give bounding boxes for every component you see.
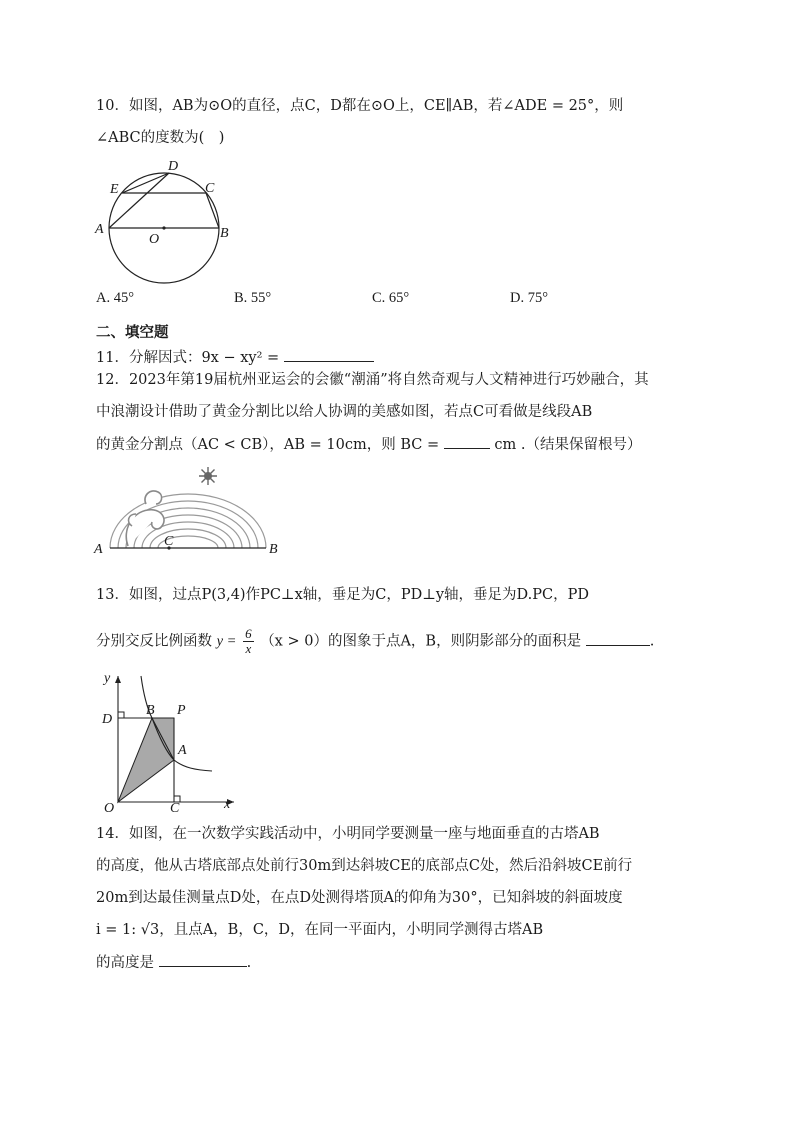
q13-line1: 13．如图，过点P(3,4)作PC⊥x轴，垂足为C，PD⊥y轴，垂足为D.PC，PD <box>96 587 589 603</box>
q13-label-O: O <box>104 801 115 814</box>
q10-label-B: B <box>220 226 229 241</box>
q13-coordinate-figure <box>96 668 246 814</box>
q10-label-A: A <box>95 222 104 237</box>
q13-frac-num: 6 <box>245 626 252 641</box>
q13-label-x: x <box>224 797 231 812</box>
q10-option-c: C. 65° <box>372 290 410 306</box>
q11-answer-blank[interactable] <box>284 347 374 362</box>
q11-text: 11．分解因式：9x − xy² = <box>96 350 280 366</box>
section-title: 二、填空题 <box>96 325 169 341</box>
q13-answer-blank[interactable] <box>586 631 650 646</box>
q12-answer-blank[interactable] <box>444 434 490 449</box>
q10-label-E: E <box>110 182 119 197</box>
q12-line3 <box>96 434 641 455</box>
q13-line2: 分别交反比例函数 y = $\frac{6}{x}$ （x > 0）的图象于点A，B，则阴影部分的面积是 . <box>96 626 655 656</box>
q12-label-B: B <box>269 542 278 557</box>
q12-line3-start: 的黄金分割点（AC < CB），AB = 10cm，则 BC = <box>96 437 440 453</box>
q10-line1: 10．如图，AB为⊙O的直径，点C，D都在⊙O上，CE∥AB，若∠ADE = 25°，则 <box>96 98 624 114</box>
q10-circle-figure <box>92 156 242 291</box>
q13-label-D: D <box>102 712 113 727</box>
q11-line <box>96 347 374 368</box>
q14-line2: 的高度，他从古塔底部点处前行30m到达斜坡CE的底部点C处，然后沿斜坡CE前行 <box>96 858 633 874</box>
q13-func-lhs: y = <box>216 633 237 650</box>
q13-fraction <box>243 627 254 656</box>
sun-icon <box>199 467 217 485</box>
q14-line5: 的高度是 . <box>96 952 251 973</box>
q12-line2: 中浪潮设计借助了黄金分割比以给人协调的美感如图，若点C可看做是线段AB <box>96 404 593 420</box>
q10-option-d: D. 75° <box>510 290 549 306</box>
q13-label-y: y <box>104 671 111 686</box>
q10-option-b: B. 55° <box>234 290 272 306</box>
q10-line2: ∠ABC的度数为( ) <box>96 130 225 146</box>
q13-line2-start: 分别交反比例函数 <box>96 633 212 650</box>
q13-frac-den: x <box>245 641 252 656</box>
q14-line1: 14．如图，在一次数学实践活动中，小明同学要测量一座与地面垂直的古塔AB <box>96 826 600 842</box>
q10-label-D: D <box>168 159 179 174</box>
q13-label-P: P <box>177 703 186 718</box>
q14-answer-blank[interactable] <box>159 952 247 967</box>
q12-label-A: A <box>94 542 103 557</box>
q12-label-C: C <box>164 534 174 549</box>
q14-line5-text: 的高度是 <box>96 955 154 971</box>
q12-emblem-figure <box>92 460 292 560</box>
q14-line3: 20m到达最佳测量点D处，在点D处测得塔顶A的仰角为30°，已知斜坡的斜面坡度 <box>96 890 623 906</box>
q13-line2-end: （x > 0）的图象于点A，B，则阴影部分的面积是 <box>260 633 582 650</box>
q13-label-A: A <box>178 743 187 758</box>
q13-label-B: B <box>146 703 155 718</box>
q10-option-a: A. 45° <box>96 290 135 306</box>
q10-label-O: O <box>149 232 160 247</box>
q14-line4: i = 1: √3，且点A，B，C，D，在同一平面内，小明同学测得古塔AB <box>96 922 544 938</box>
q12-line1: 12．2023年第19届杭州亚运会的会徽“潮涌”将自然奇观与人文精神进行巧妙融合，其 <box>96 372 649 388</box>
q13-label-C: C <box>170 801 180 814</box>
q10-label-C: C <box>205 181 215 196</box>
q12-line3-end: cm .（结果保留根号） <box>494 437 642 453</box>
